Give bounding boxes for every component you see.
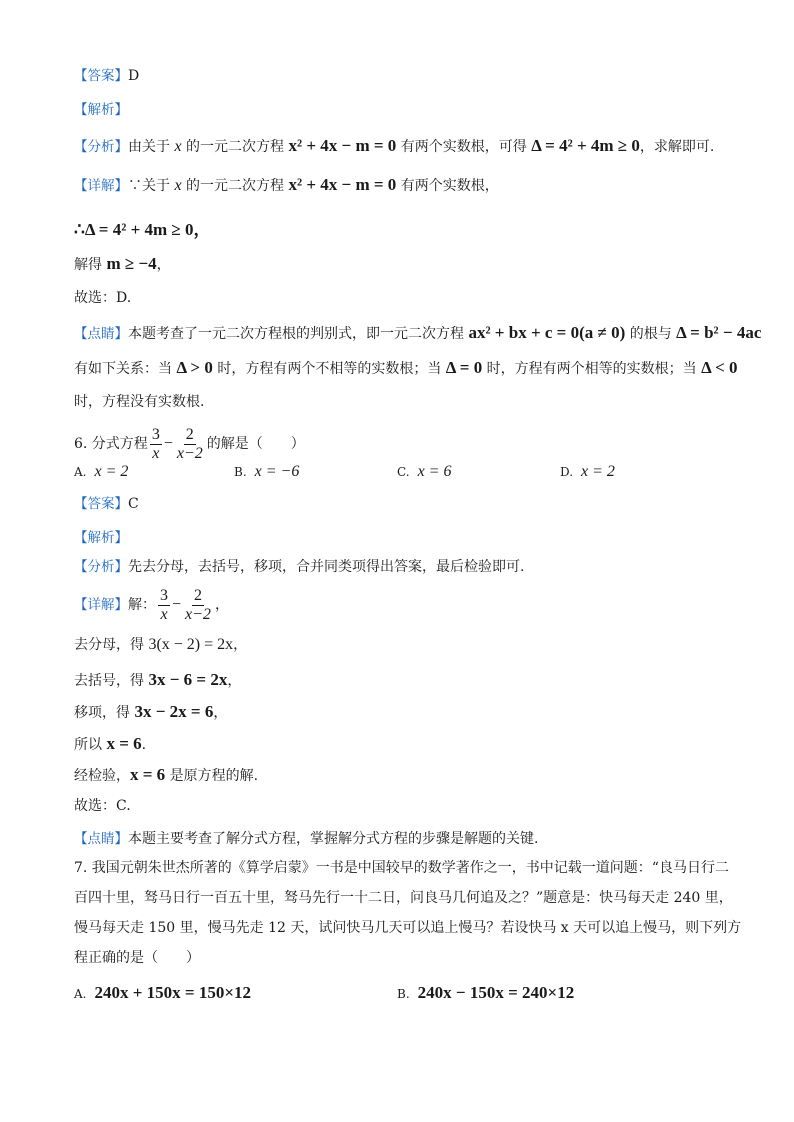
option-value: x = 6 [417, 463, 452, 480]
math-step: x = 6 [106, 734, 142, 753]
q6-answer-line [74, 494, 139, 514]
math-equation: x² + 4x − m = 0 [288, 175, 397, 194]
math-condition: Δ = 0 [445, 358, 483, 377]
math-equation: ax² + bx + c = 0(a ≠ 0) [468, 323, 626, 342]
math-step: m ≥ −4 [106, 254, 157, 273]
q7-line3: 慢马每天走 150 里，慢马先走 12 天，试问快马几天可以追上慢马？若设快马 x 天可以追上慢马，则下列方 [74, 920, 742, 936]
numerator: 2 [185, 425, 194, 443]
q5-analysis-line [74, 100, 128, 120]
math-equation: Δ = b² − 4ac [676, 323, 762, 342]
q5-relation-line2 [74, 392, 204, 412]
math-inequality: Δ = 4² + 4m ≥ 0 [531, 136, 640, 155]
dianjing-text: 的根与 [625, 326, 677, 342]
q6-fenxi-line [74, 557, 524, 577]
dianjing-tag: 【点睛】 [74, 326, 128, 342]
q5-choose [74, 288, 131, 308]
q5-xiangjie-line [74, 175, 499, 196]
step-text: 去分母，得 [74, 637, 149, 653]
question-text: 6. 分式方程 [74, 436, 148, 452]
denominator: x [152, 444, 160, 462]
fraction-1 [158, 587, 170, 624]
answer-tag: 【答案】 [74, 496, 128, 512]
answer-value: C [128, 496, 139, 512]
q5-fenxi-line [74, 136, 714, 157]
relation-text: 时，方程没有实数根. [74, 394, 205, 410]
q6-option-b[interactable] [234, 463, 299, 481]
step-text: 解得 [74, 257, 107, 273]
step-text: ， [213, 705, 228, 721]
q6-step4 [74, 734, 146, 755]
option-label: D. [560, 465, 574, 479]
xiangjie-text: ∵关于 [128, 178, 175, 194]
step-text: 去括号，得 [74, 673, 149, 689]
q5-dianjing-line [74, 323, 761, 344]
dianjing-text: 本题主要考查了解分式方程，掌握解分式方程的步骤是解题的关键. [128, 831, 539, 847]
math-step: 3x − 6 = 2x [148, 670, 228, 689]
q7-option-a[interactable] [74, 983, 251, 1003]
math-operator: − [172, 596, 182, 613]
step-text: ， [227, 673, 242, 689]
q6-option-c[interactable] [397, 463, 451, 481]
option-value: 240x − 150x = 240×12 [417, 983, 575, 1002]
denominator: x [160, 605, 168, 623]
q6-stem [74, 424, 305, 464]
option-value: x = −6 [254, 463, 300, 480]
q5-step2 [74, 254, 171, 275]
option-label: C. [397, 465, 410, 479]
q7-line4: 程正确的是（ ） [74, 950, 200, 966]
math-var: x [174, 177, 182, 194]
step-text: 所以 [74, 737, 107, 753]
xiangjie-text: ， [214, 597, 229, 613]
math-step: ∴Δ = 4² + 4m ≥ 0， [74, 220, 211, 239]
answer-value: D [128, 68, 140, 84]
fenxi-text: 有两个实数根，可得 [396, 139, 532, 155]
q7-line1: 7. 我国元朝朱世杰所著的《算学启蒙》一书是中国较早的数学著作之一，书中记载一道问题：“良马日行二 [74, 860, 729, 876]
numerator: 3 [160, 586, 168, 604]
math-step: 3x − 2x = 6 [134, 702, 214, 721]
option-value: x = 2 [581, 463, 615, 480]
option-value: x = 2 [94, 463, 129, 480]
analysis-tag: 【解析】 [74, 102, 128, 118]
option-label: A. [74, 465, 87, 479]
denominator: x−2 [185, 605, 211, 623]
q6-xiangjie-line [74, 585, 229, 625]
step-text: 经检验， [74, 768, 130, 784]
option-value: 240x + 150x = 150×12 [94, 983, 252, 1002]
relation-text: 有如下关系：当 [74, 361, 177, 377]
q5-relation-line [74, 358, 738, 379]
q6-option-a[interactable] [74, 463, 128, 481]
q6-check [74, 765, 258, 786]
fenxi-text: 先去分母，去括号，移项，合并同类项得出答案，最后检验即可. [128, 559, 525, 575]
q6-analysis-line [74, 528, 128, 548]
step-text: ， [156, 257, 171, 273]
relation-text: 时，方程有两个相等的实数根；当 [482, 361, 702, 377]
fenxi-text: ，求解即可. [639, 139, 715, 155]
q6-step1 [74, 635, 247, 655]
fraction-2 [183, 587, 213, 624]
math-condition: Δ < 0 [701, 358, 738, 377]
question-text: 的解是（ ） [206, 436, 305, 452]
math-step: 3(x − 2) = 2x [148, 636, 234, 653]
fenxi-tag: 【分析】 [74, 559, 128, 575]
math-step: x = 6 [130, 765, 166, 784]
q6-choose [74, 796, 131, 816]
xiangjie-text: 的一元二次方程 [181, 178, 289, 194]
fenxi-text: 由关于 [128, 139, 175, 155]
numerator: 2 [193, 586, 202, 604]
denominator: x−2 [176, 444, 203, 462]
step-text: ， [233, 637, 248, 653]
answer-tag: 【答案】 [74, 68, 128, 84]
fenxi-tag: 【分析】 [74, 139, 128, 155]
relation-text: 时，方程有两个不相等的实数根；当 [212, 361, 446, 377]
xiangjie-tag: 【详解】 [74, 178, 128, 194]
q6-step3 [74, 702, 227, 723]
q6-option-d[interactable] [560, 463, 615, 481]
xiangjie-tag: 【详解】 [74, 597, 128, 613]
q6-step2 [74, 670, 241, 691]
q7-line2: 百四十里，驽马日行一百五十里，驽马先行一十二日，问良马几何追及之？”题意是：快马每天走 240 里， [74, 890, 733, 906]
math-operator: − [163, 435, 173, 452]
choose-text: 故选：D. [74, 290, 132, 306]
dianjing-text: 本题考查了一元二次方程根的判别式，即一元二次方程 [128, 326, 469, 342]
xiangjie-text: 有两个实数根， [396, 178, 499, 194]
q5-answer-line [74, 66, 139, 86]
step-text: . [141, 737, 147, 753]
q5-step1 [74, 220, 211, 241]
q6-dianjing-line [74, 829, 538, 849]
q7-option-b[interactable] [397, 983, 574, 1003]
step-text: 移项，得 [74, 705, 135, 721]
analysis-tag: 【解析】 [74, 530, 128, 546]
step-text: 是原方程的解. [165, 768, 259, 784]
choose-text: 故选：C. [74, 798, 131, 814]
numerator: 3 [151, 425, 160, 443]
option-label: B. [234, 465, 247, 479]
fraction-1 [150, 426, 162, 463]
option-label: A. [74, 987, 87, 1001]
fenxi-text: 的一元二次方程 [181, 139, 289, 155]
math-condition: Δ > 0 [176, 358, 213, 377]
math-equation: x² + 4x − m = 0 [288, 136, 397, 155]
xiangjie-text: 解： [128, 597, 156, 613]
math-var: x [174, 138, 182, 155]
option-label: B. [397, 987, 410, 1001]
dianjing-tag: 【点睛】 [74, 831, 128, 847]
fraction-2 [175, 426, 205, 463]
